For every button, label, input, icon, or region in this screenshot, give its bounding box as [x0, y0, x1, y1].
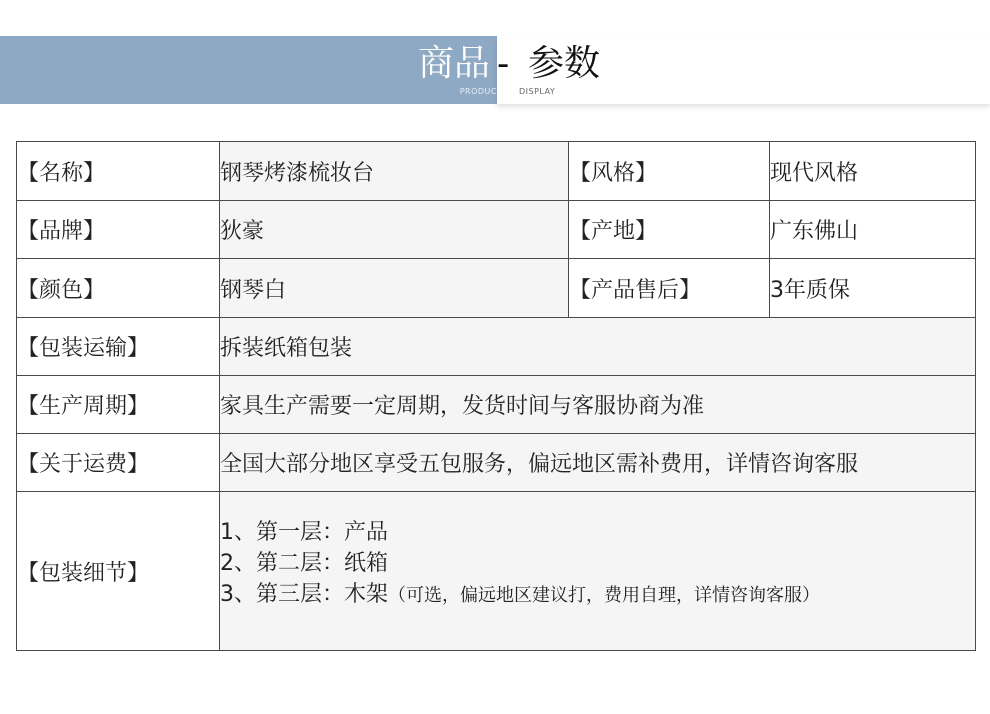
spec-label-production-cycle: 【生产周期】 — [17, 376, 220, 434]
spec-value-shipping-fee: 全国大部分地区享受五包服务，偏远地区需补费用，详情咨询客服 — [220, 434, 976, 492]
spec-label-name: 【名称】 — [17, 142, 220, 201]
spec-value-name: 钢琴烤漆梳妆台 — [220, 142, 569, 201]
spec-row-name-style — [17, 142, 976, 201]
header-title-left: 商品 — [417, 43, 490, 84]
spec-value-packaging-details — [220, 492, 976, 651]
spec-label-brand: 【品牌】 — [17, 201, 220, 259]
header-title-dash: - — [497, 44, 510, 84]
spec-row-color-aftersales — [17, 259, 976, 318]
spec-label-packaging-details: 【包装细节】 — [17, 492, 220, 651]
spec-label-color: 【颜色】 — [17, 259, 220, 318]
spec-value-after-sales: 3年质保 — [770, 259, 976, 318]
packaging-detail-spacer — [220, 611, 975, 625]
packaging-detail-line-3 — [220, 579, 975, 611]
header-subtitle-right: DISPLAY — [519, 87, 556, 96]
spec-table — [16, 141, 976, 651]
spec-row-brand-origin — [17, 201, 976, 259]
spec-row-packaging-transport — [17, 318, 976, 376]
spec-label-after-sales: 【产品售后】 — [569, 259, 770, 318]
spec-value-origin: 广东佛山 — [770, 201, 976, 259]
spec-value-brand: 狄豪 — [220, 201, 569, 259]
spec-row-packaging-details — [17, 492, 976, 651]
spec-label-style: 【风格】 — [569, 142, 770, 201]
packaging-detail-line-3-main: 3、第三层：木架 — [220, 582, 388, 607]
spec-value-style: 现代风格 — [770, 142, 976, 201]
header-subtitle-left: PRODUC — [459, 87, 497, 96]
spec-value-color: 钢琴白 — [220, 259, 569, 318]
spec-row-production-cycle — [17, 376, 976, 434]
spec-value-production-cycle: 家具生产需要一定周期，发货时间与客服协商为准 — [220, 376, 976, 434]
header-title-right: 参数 — [528, 43, 601, 84]
packaging-detail-line-2: 2、第二层：纸箱 — [220, 551, 388, 576]
packaging-detail-line-1: 1、第一层：产品 — [220, 520, 388, 545]
spec-row-shipping-fee — [17, 434, 976, 492]
spec-value-packaging-transport: 拆装纸箱包装 — [220, 318, 976, 376]
spec-label-origin: 【产地】 — [569, 201, 770, 259]
packaging-detail-line-3-note: （可选，偏远地区建议打，费用自理，详情咨询客服） — [388, 585, 820, 606]
spec-label-packaging-transport: 【包装运输】 — [17, 318, 220, 376]
spec-label-shipping-fee: 【关于运费】 — [17, 434, 220, 492]
